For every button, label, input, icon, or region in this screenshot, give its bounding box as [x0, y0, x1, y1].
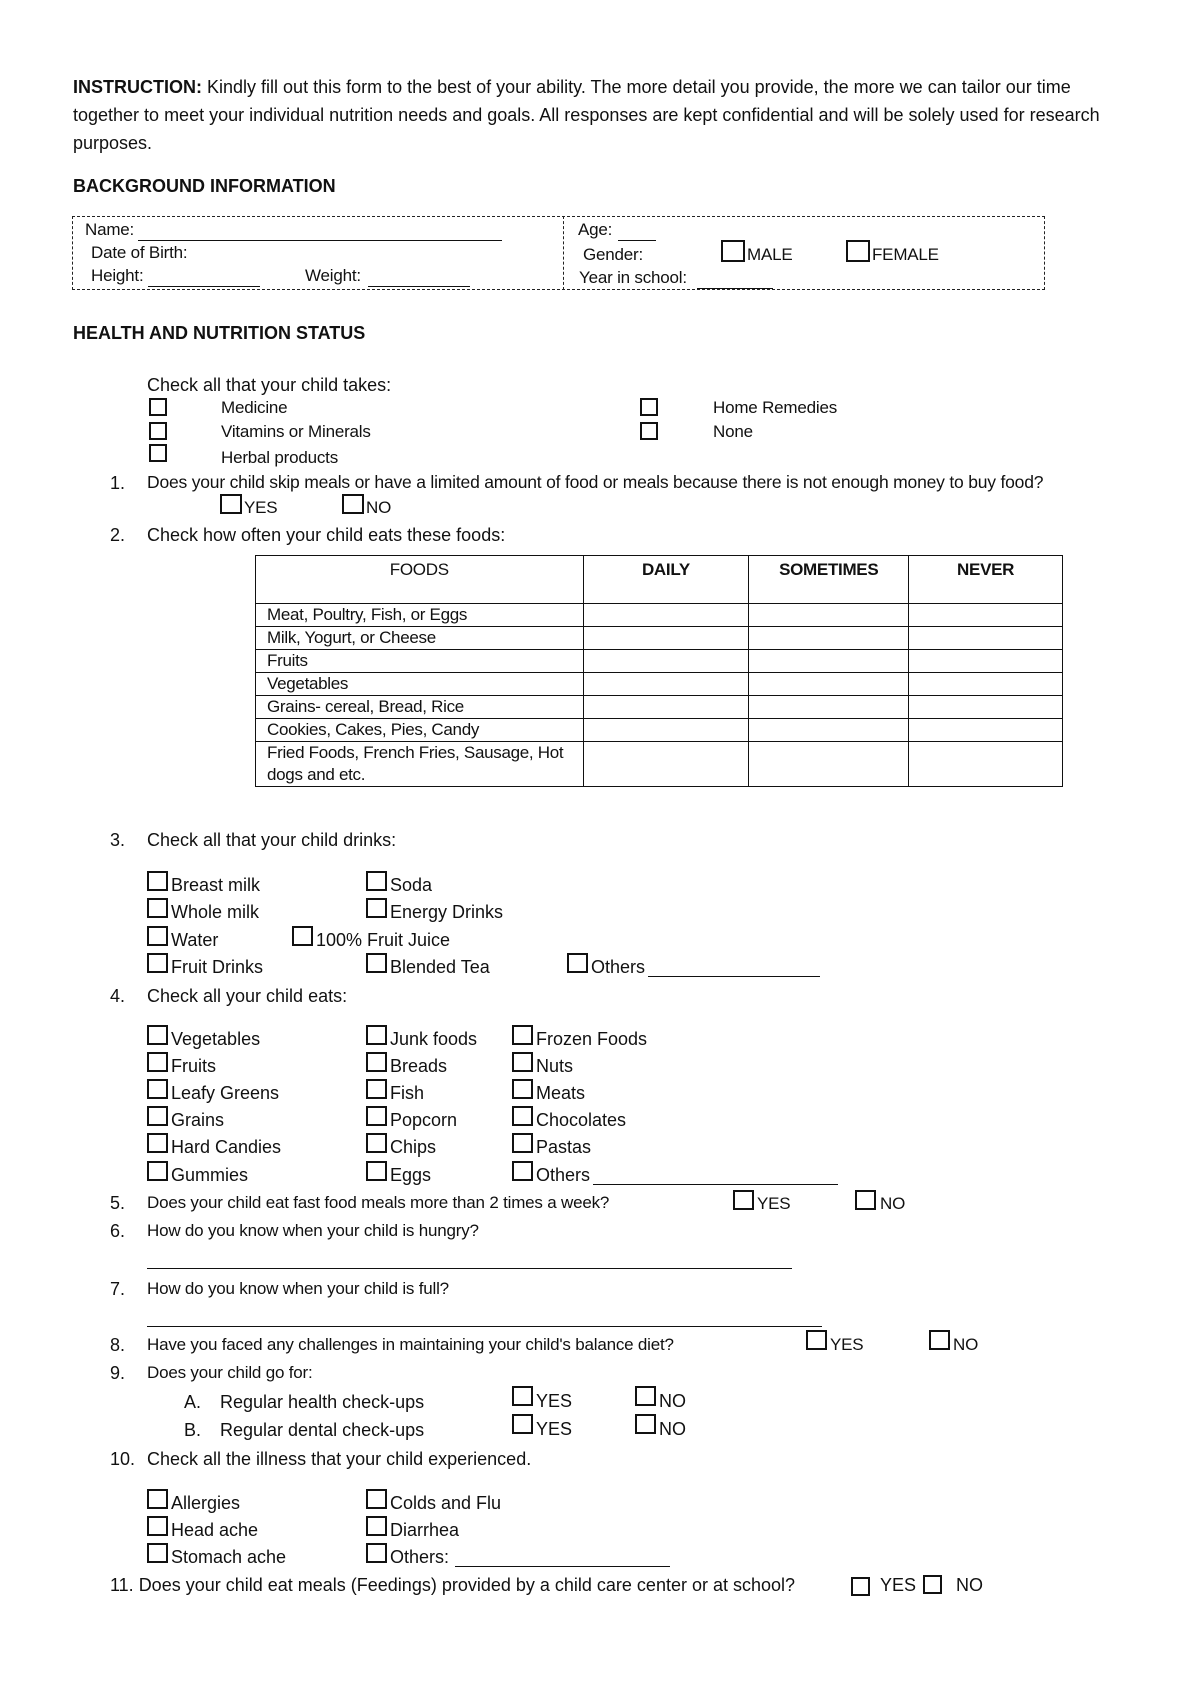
none-label: None	[713, 422, 753, 441]
q8-yes-label: YES	[830, 1335, 864, 1354]
background-heading: BACKGROUND INFORMATION	[73, 176, 336, 196]
diarrhea-checkbox[interactable]	[366, 1516, 387, 1536]
fruit-juice-checkbox[interactable]	[292, 926, 313, 946]
sometimes-cell[interactable]	[749, 673, 909, 696]
foods-header: FOODS	[256, 556, 584, 604]
table-row	[256, 650, 1063, 673]
medicine-label: Medicine	[221, 398, 288, 417]
instruction-text-1: Kindly fill out this form to the best of your ability. The more detail you provide, the more we can tailor our time	[207, 77, 1071, 97]
q5-text: Does your child eat fast food meals more than 2 times a week?	[147, 1193, 610, 1212]
chocolates-label: Chocolates	[536, 1110, 627, 1130]
breads-checkbox[interactable]	[366, 1052, 387, 1072]
daily-cell[interactable]	[583, 604, 749, 627]
q8-yes-checkbox[interactable]	[806, 1330, 827, 1350]
soda-label: Soda	[390, 875, 433, 895]
never-cell[interactable]	[909, 604, 1063, 627]
never-cell[interactable]	[909, 719, 1063, 742]
chips-label: Chips	[390, 1137, 437, 1157]
q1-yes-label: YES	[244, 498, 278, 517]
energy-drinks-label: Energy Drinks	[390, 902, 504, 922]
gummies-checkbox[interactable]	[147, 1161, 168, 1181]
vitamins-checkbox[interactable]	[149, 422, 167, 440]
q5-no-checkbox[interactable]	[855, 1190, 876, 1210]
q7-text: How do you know when your child is full?	[147, 1279, 449, 1298]
q6-number: 6.	[110, 1221, 126, 1241]
chips-checkbox[interactable]	[366, 1133, 387, 1153]
background-box-divider	[563, 216, 564, 290]
q5-number: 5.	[110, 1193, 126, 1213]
daily-cell[interactable]	[583, 650, 749, 673]
food-name: Vegetables	[256, 673, 584, 696]
takes-prompt: Check all that your child takes:	[147, 375, 392, 395]
q6-answer-field[interactable]	[147, 1268, 792, 1269]
age-label: Age:	[578, 220, 613, 239]
q10-text: Check all the illness that your child experienced.	[147, 1449, 532, 1469]
q9b-text: Regular dental check-ups	[220, 1420, 425, 1440]
food-name: Meat, Poultry, Fish, or Eggs	[256, 604, 584, 627]
home-remedies-label: Home Remedies	[713, 398, 838, 417]
q9b-letter: B.	[184, 1420, 202, 1440]
weight-label: Weight:	[305, 266, 361, 285]
q4-text: Check all your child eats:	[147, 986, 348, 1006]
blended-tea-checkbox[interactable]	[366, 953, 387, 973]
illness-others-checkbox[interactable]	[366, 1543, 387, 1563]
fruit-juice-label: 100% Fruit Juice	[316, 930, 451, 950]
q9a-text: Regular health check-ups	[220, 1392, 425, 1412]
leafy-greens-checkbox[interactable]	[147, 1079, 168, 1099]
eggs-label: Eggs	[390, 1165, 432, 1185]
energy-drinks-checkbox[interactable]	[366, 898, 387, 918]
q3-number: 3.	[110, 830, 126, 850]
q11-no-label: NO	[956, 1575, 983, 1595]
sometimes-cell[interactable]	[749, 742, 909, 787]
q1-no-label: NO	[366, 498, 392, 517]
nuts-checkbox[interactable]	[512, 1052, 533, 1072]
herbal-checkbox[interactable]	[149, 444, 167, 462]
q1-text: Does your child skip meals or have a limited amount of food or meals because there is not enough money to buy food?	[147, 472, 1044, 492]
leafy-greens-label: Leafy Greens	[171, 1083, 280, 1103]
breast-milk-label: Breast milk	[171, 875, 261, 895]
dob-label: Date of Birth:	[91, 243, 188, 262]
q1-number: 1.	[110, 473, 126, 493]
q10-number: 10.	[110, 1449, 136, 1469]
colds-flu-label: Colds and Flu	[390, 1493, 502, 1513]
sometimes-cell[interactable]	[749, 604, 909, 627]
q9a-no-checkbox[interactable]	[635, 1386, 656, 1406]
gender-label: Gender:	[583, 245, 644, 264]
table-row	[256, 604, 1063, 627]
never-cell[interactable]	[909, 650, 1063, 673]
none-checkbox[interactable]	[640, 422, 658, 440]
hard-candies-checkbox[interactable]	[147, 1133, 168, 1153]
grains-label: Grains	[171, 1110, 225, 1130]
daily-cell[interactable]	[583, 742, 749, 787]
q9b-no-checkbox[interactable]	[635, 1414, 656, 1434]
food-name-line-2: dogs and etc.	[267, 765, 366, 784]
fruits-checkbox[interactable]	[147, 1052, 168, 1072]
stomach-ache-label: Stomach ache	[171, 1547, 287, 1567]
q9a-letter: A.	[184, 1392, 202, 1412]
table-row	[256, 719, 1063, 742]
q9b-yes-checkbox[interactable]	[512, 1414, 533, 1434]
height-label: Height:	[91, 266, 144, 285]
daily-cell[interactable]	[583, 719, 749, 742]
q8-no-checkbox[interactable]	[929, 1330, 950, 1350]
junk-foods-label: Junk foods	[390, 1029, 478, 1049]
illness-others-field[interactable]	[455, 1566, 670, 1567]
q1-yes-checkbox[interactable]	[220, 494, 242, 514]
diarrhea-label: Diarrhea	[390, 1520, 460, 1540]
illness-others-label: Others:	[390, 1547, 450, 1567]
breast-milk-checkbox[interactable]	[147, 871, 168, 891]
male-checkbox[interactable]	[721, 240, 745, 262]
instruction-line-2: together to meet your individual nutrition needs and goals. All responses are kept confidential and will be solely used for research	[73, 105, 1100, 125]
q7-number: 7.	[110, 1279, 126, 1299]
q9a-yes-checkbox[interactable]	[512, 1386, 533, 1406]
fruit-drinks-label: Fruit Drinks	[171, 957, 264, 977]
female-checkbox[interactable]	[846, 240, 870, 262]
stomach-ache-checkbox[interactable]	[147, 1543, 168, 1563]
pastas-label: Pastas	[536, 1137, 592, 1157]
never-cell[interactable]	[909, 696, 1063, 719]
q9a-yes-label: YES	[536, 1391, 573, 1411]
never-header: NEVER	[909, 556, 1063, 604]
herbal-label: Herbal products	[221, 448, 339, 467]
head-ache-checkbox[interactable]	[147, 1516, 168, 1536]
daily-cell[interactable]	[583, 673, 749, 696]
sometimes-cell[interactable]	[749, 696, 909, 719]
q1-no-checkbox[interactable]	[342, 494, 364, 514]
colds-flu-checkbox[interactable]	[366, 1489, 387, 1509]
q8-number: 8.	[110, 1335, 126, 1355]
pastas-checkbox[interactable]	[512, 1133, 533, 1153]
q11-yes-label: YES	[880, 1575, 917, 1595]
q9b-yes-label: YES	[536, 1419, 573, 1439]
popcorn-label: Popcorn	[390, 1110, 458, 1130]
chocolates-checkbox[interactable]	[512, 1106, 533, 1126]
eats-others-checkbox[interactable]	[512, 1161, 533, 1181]
frozen-foods-label: Frozen Foods	[536, 1029, 648, 1049]
meats-checkbox[interactable]	[512, 1079, 533, 1099]
q11-no-checkbox[interactable]	[923, 1575, 942, 1594]
q6-text: How do you know when your child is hungry?	[147, 1221, 479, 1240]
drinks-others-checkbox[interactable]	[567, 953, 588, 973]
female-label: FEMALE	[872, 245, 939, 264]
hard-candies-label: Hard Candies	[171, 1137, 282, 1157]
q9a-no-label: NO	[659, 1391, 686, 1411]
frozen-foods-checkbox[interactable]	[512, 1025, 533, 1045]
food-name: Fruits	[256, 650, 584, 673]
daily-cell[interactable]	[583, 696, 749, 719]
vitamins-label: Vitamins or Minerals	[221, 422, 371, 441]
sometimes-cell[interactable]	[749, 627, 909, 650]
never-cell[interactable]	[909, 742, 1063, 787]
eats-others-label: Others	[536, 1165, 591, 1185]
food-name-line-1: Fried Foods, French Fries, Sausage, Hot	[267, 743, 564, 762]
q5-no-label: NO	[880, 1194, 906, 1213]
drinks-others-field[interactable]	[648, 976, 820, 977]
q4-number: 4.	[110, 986, 126, 1006]
fish-checkbox[interactable]	[366, 1079, 387, 1099]
sometimes-cell[interactable]	[749, 650, 909, 673]
instruction-line-1	[73, 76, 1071, 98]
table-row	[256, 742, 1063, 787]
q8-text: Have you faced any challenges in maintaining your child's balance diet?	[147, 1335, 674, 1354]
sometimes-header: SOMETIMES	[749, 556, 909, 604]
fish-label: Fish	[390, 1083, 425, 1103]
food-name: Grains- cereal, Bread, Rice	[256, 696, 584, 719]
home-remedies-checkbox[interactable]	[640, 398, 658, 416]
health-heading: HEALTH AND NUTRITION STATUS	[73, 323, 366, 343]
q2-number: 2.	[110, 525, 126, 545]
grains-checkbox[interactable]	[147, 1106, 168, 1126]
daily-cell[interactable]	[583, 627, 749, 650]
q9-text: Does your child go for:	[147, 1363, 313, 1382]
never-cell[interactable]	[909, 673, 1063, 696]
allergies-checkbox[interactable]	[147, 1489, 168, 1509]
table-row	[256, 627, 1063, 650]
weight-field[interactable]	[368, 286, 470, 287]
instruction-label: INSTRUCTION:	[73, 77, 202, 97]
gummies-label: Gummies	[171, 1165, 249, 1185]
name-label: Name:	[85, 220, 135, 239]
never-cell[interactable]	[909, 627, 1063, 650]
vegetables-label: Vegetables	[171, 1029, 261, 1049]
whole-milk-checkbox[interactable]	[147, 898, 168, 918]
blended-tea-label: Blended Tea	[390, 957, 490, 977]
q8-no-label: NO	[953, 1335, 979, 1354]
male-label: MALE	[747, 245, 793, 264]
head-ache-label: Head ache	[171, 1520, 259, 1540]
eats-others-field[interactable]	[593, 1184, 838, 1185]
soda-checkbox[interactable]	[366, 871, 387, 891]
name-field[interactable]	[138, 240, 502, 241]
water-label: Water	[171, 930, 219, 950]
sometimes-cell[interactable]	[749, 719, 909, 742]
fruit-drinks-checkbox[interactable]	[147, 953, 168, 973]
food-name	[256, 742, 584, 787]
vegetables-checkbox[interactable]	[147, 1025, 168, 1045]
q11-text: 11. Does your child eat meals (Feedings) provided by a child care center or at school?	[110, 1575, 796, 1595]
q11-yes-checkbox[interactable]	[851, 1577, 870, 1596]
instruction-line-3: purposes.	[73, 133, 153, 153]
q5-yes-label: YES	[757, 1194, 791, 1213]
age-field[interactable]	[618, 240, 656, 241]
food-name: Milk, Yogurt, or Cheese	[256, 627, 584, 650]
eggs-checkbox[interactable]	[366, 1161, 387, 1181]
popcorn-checkbox[interactable]	[366, 1106, 387, 1126]
daily-header: DAILY	[583, 556, 749, 604]
year-in-school-label: Year in school:	[579, 268, 687, 287]
q2-text: Check how often your child eats these foods:	[147, 525, 506, 545]
table-row	[256, 696, 1063, 719]
year-in-school-field[interactable]	[697, 288, 773, 289]
water-checkbox[interactable]	[147, 926, 168, 946]
breads-label: Breads	[390, 1056, 448, 1076]
drinks-others-label: Others	[591, 957, 646, 977]
nuts-label: Nuts	[536, 1056, 574, 1076]
fruits-label: Fruits	[171, 1056, 216, 1076]
whole-milk-label: Whole milk	[171, 902, 260, 922]
q5-yes-checkbox[interactable]	[733, 1190, 754, 1210]
q9-number: 9.	[110, 1363, 126, 1383]
q7-answer-field[interactable]	[147, 1326, 822, 1327]
height-field[interactable]	[148, 286, 260, 287]
q3-text: Check all that your child drinks:	[147, 830, 397, 850]
medicine-checkbox[interactable]	[149, 398, 167, 416]
allergies-label: Allergies	[171, 1493, 241, 1513]
meats-label: Meats	[536, 1083, 586, 1103]
food-name: Cookies, Cakes, Pies, Candy	[256, 719, 584, 742]
food-frequency-table	[255, 555, 1063, 787]
table-row	[256, 673, 1063, 696]
q9b-no-label: NO	[659, 1419, 686, 1439]
junk-foods-checkbox[interactable]	[366, 1025, 387, 1045]
